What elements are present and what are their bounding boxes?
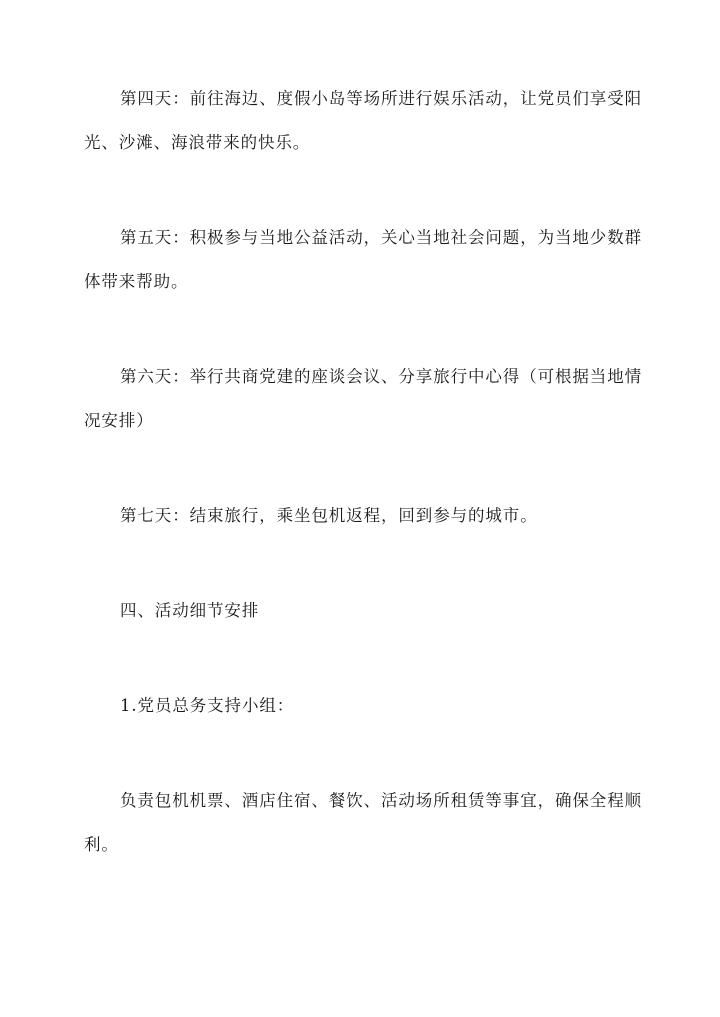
paragraph-line: 第六天：举行共商党建的座谈会议、分享旅行中心得（可根据当地情 [120,367,642,386]
subsection-heading [84,684,644,728]
heading-line: 1.党员总务支持小组： [120,696,295,715]
paragraph-line: 体带来帮助。 [84,272,189,291]
paragraph-line: 第四天：前往海边、度假小岛等场所进行娱乐活动，让党员们享受阳 [120,89,642,108]
paragraph-logistics [84,779,644,867]
paragraph-day-four [84,77,644,165]
paragraph-line: 第七天：结束旅行，乘坐包机返程，回到参与的城市。 [120,506,538,525]
paragraph-line: 第五天：积极参与当地公益活动，关心当地社会问题，为当地少数群 [120,228,642,247]
section-heading [84,589,644,633]
heading-line: 四、活动细节安排 [120,601,260,620]
paragraph-line: 利。 [84,835,119,854]
paragraph-line: 光、沙滩、海浪带来的快乐。 [84,133,311,152]
paragraph-day-five [84,216,644,304]
paragraph-day-six [84,355,644,443]
paragraph-line: 况安排） [84,411,154,430]
paragraph-line: 负责包机机票、酒店住宿、餐饮、活动场所租赁等事宜，确保全程顺 [120,791,642,810]
paragraph-day-seven [84,494,644,538]
